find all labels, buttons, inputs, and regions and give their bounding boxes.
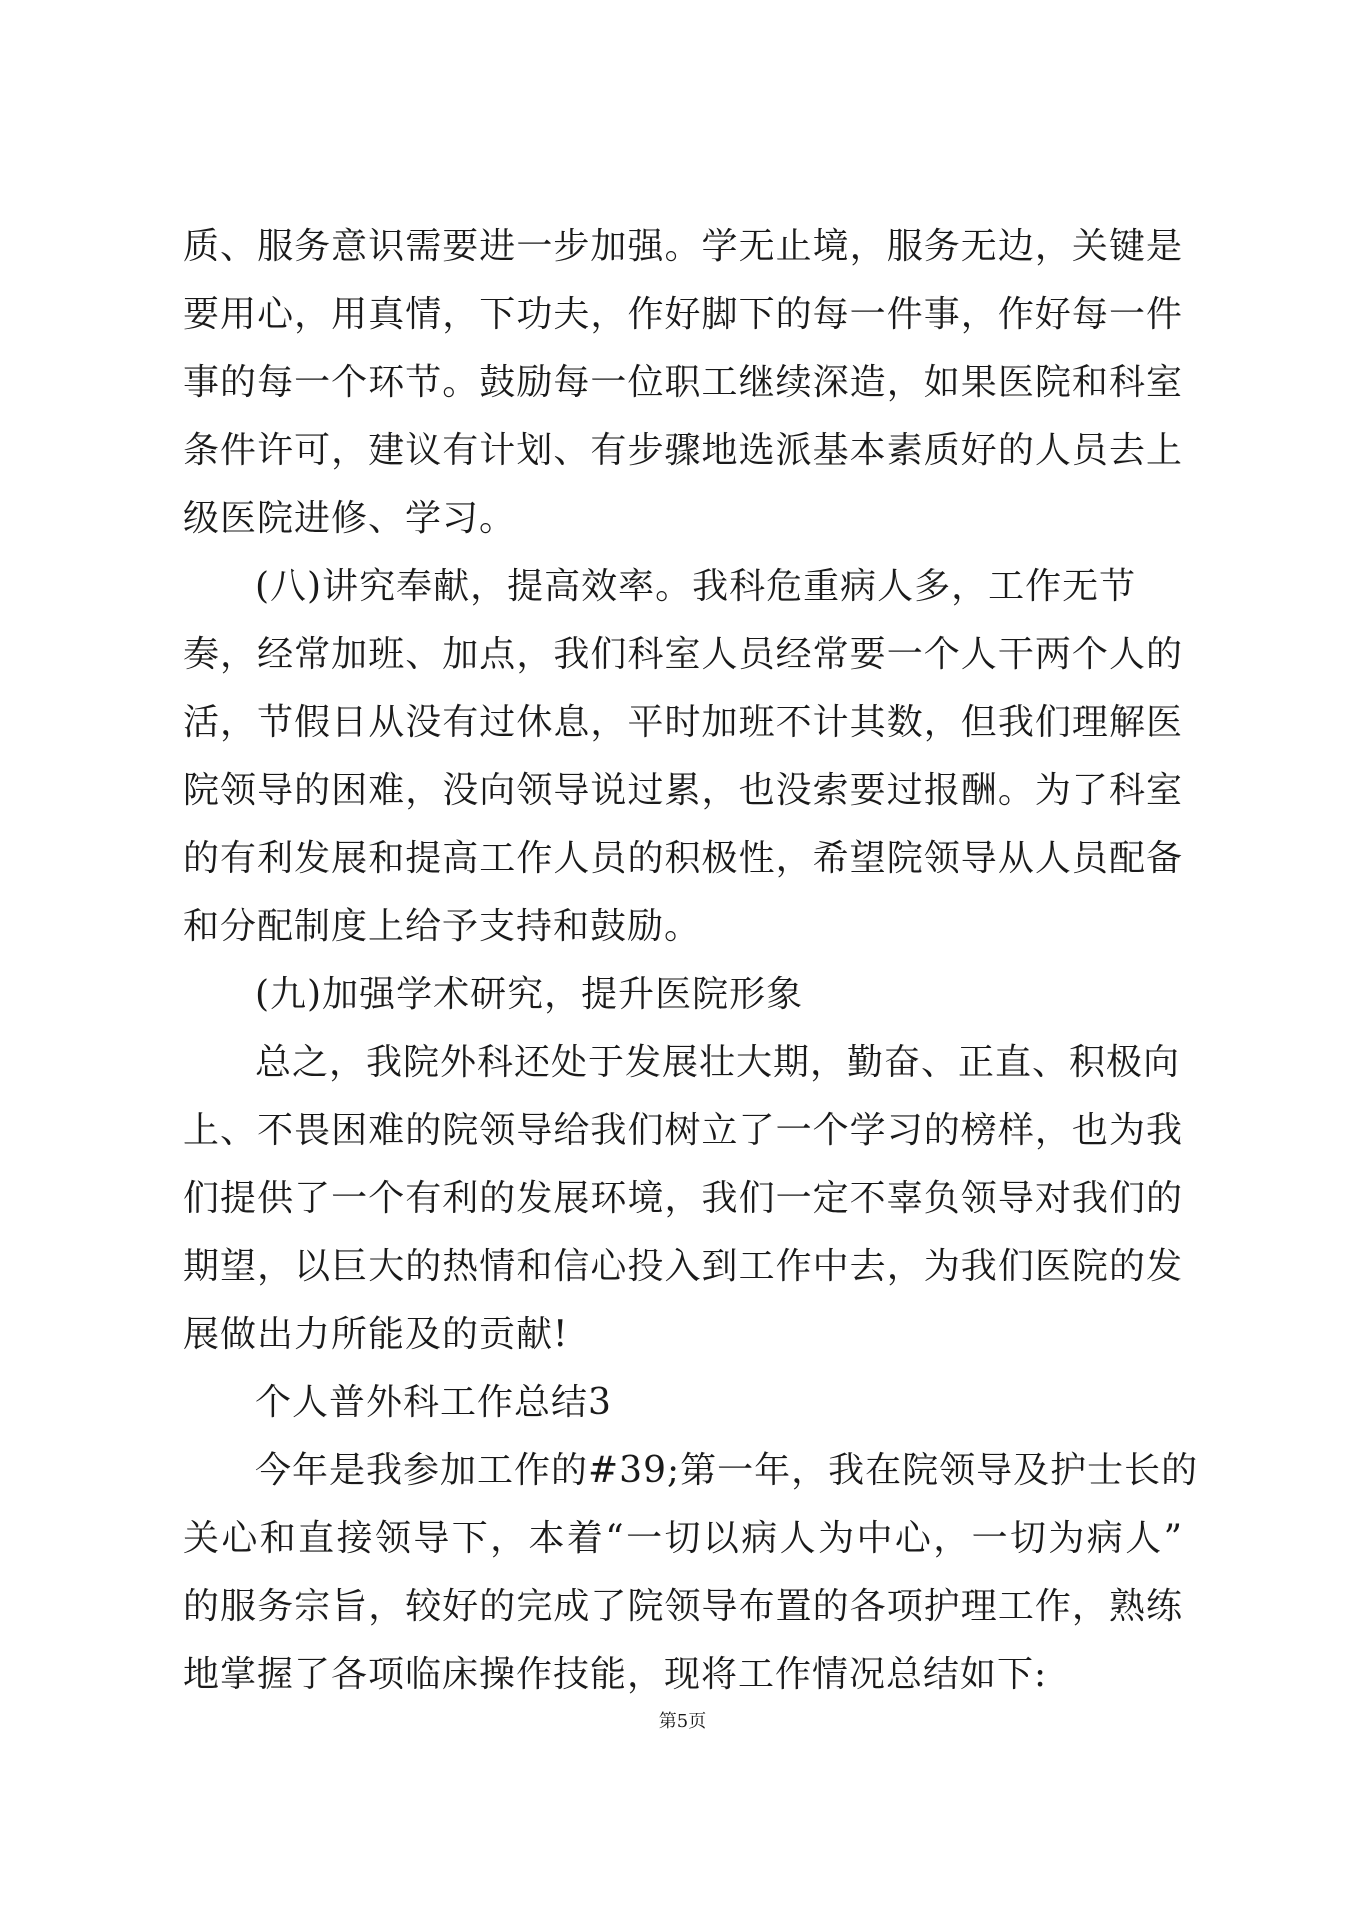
text-line: 关心和直接领导下，本着“一切以病人为中心，一切为病人”	[183, 1518, 1183, 1559]
text-line: 条件许可，建议有计划、有步骤地选派基本素质好的人员去上	[183, 430, 1183, 471]
document-body	[183, 213, 1199, 1709]
text-line: 院领导的困难，没向领导说过累，也没索要过报酬。为了科室	[183, 770, 1183, 811]
text-line: 总之，我院外科还处于发展壮大期，勤奋、正直、积极向	[255, 1042, 1181, 1083]
text-line: 奏，经常加班、加点，我们科室人员经常要一个人干两个人的	[183, 634, 1183, 675]
text-line: 事的每一个环节。鼓励每一位职工继续深造，如果医院和科室	[183, 362, 1183, 403]
text-line: 今年是我参加工作的#39;第一年，我在院领导及护士长的	[255, 1450, 1199, 1491]
text-line: 质、服务意识需要进一步加强。学无止境，服务无边，关键是	[183, 226, 1183, 267]
text-line: 活，节假日从没有过休息，平时加班不计其数，但我们理解医	[183, 702, 1183, 743]
text-line: 展做出力所能及的贡献!	[183, 1314, 569, 1355]
section-title: 个人普外科工作总结3	[255, 1382, 612, 1423]
text-line: 地掌握了各项临床操作技能，现将工作情况总结如下:	[183, 1654, 1048, 1695]
text-line: 级医院进修、学习。	[183, 498, 517, 539]
section-heading-9: (九)加强学术研究，提升医院形象	[255, 974, 804, 1015]
text-line: 上、不畏困难的院领导给我们树立了一个学习的榜样，也为我	[183, 1110, 1183, 1151]
section-heading-8: (八)讲究奉献，提高效率。我科危重病人多，工作无节	[255, 566, 1137, 607]
text-line: 的有利发展和提高工作人员的积极性，希望院领导从人员配备	[183, 838, 1183, 879]
text-line: 们提供了一个有利的发展环境，我们一定不辜负领导对我们的	[183, 1178, 1183, 1219]
text-line: 要用心，用真情，下功夫，作好脚下的每一件事，作好每一件	[183, 294, 1183, 335]
text-line: 和分配制度上给予支持和鼓励。	[183, 906, 702, 947]
page-number: 第5页	[658, 1711, 707, 1732]
text-line: 期望，以巨大的热情和信心投入到工作中去，为我们医院的发	[183, 1246, 1183, 1287]
text-line: 的服务宗旨，较好的完成了院领导布置的各项护理工作，熟练	[183, 1586, 1183, 1627]
